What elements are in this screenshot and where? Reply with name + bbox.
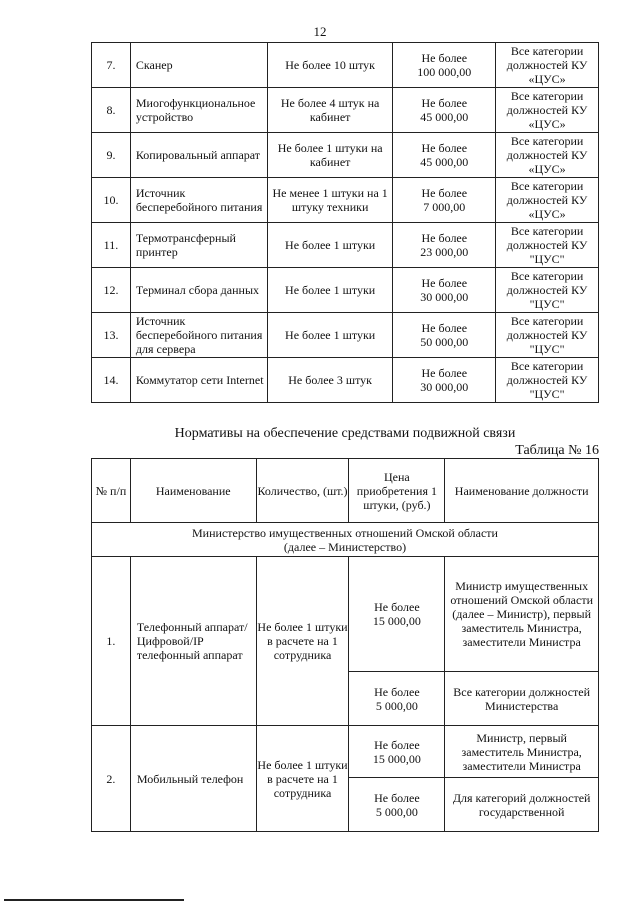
- row-name: Мобильный телефон: [130, 726, 256, 832]
- page-number: 12: [313, 24, 327, 39]
- row-num: 2.: [92, 726, 131, 832]
- header-position: Наименование должности: [445, 459, 599, 523]
- row-name: Источник бесперебойного питания для сервера: [130, 313, 267, 358]
- ministry-abbrev: (далее – Министерство): [283, 539, 407, 554]
- row-num: 1.: [92, 557, 131, 726]
- mobile-communication-table: [91, 458, 599, 832]
- row-name: Источник бесперебойного питания: [130, 178, 267, 223]
- row-category: Все категории должностей КУ «ЦУС»: [496, 178, 599, 223]
- row-name: Термотрансферный принтер: [130, 223, 267, 268]
- equipment-table-body: [92, 43, 599, 403]
- row-price: Не более 50 000,00: [393, 313, 496, 358]
- row-price: Не более 30 000,00: [393, 268, 496, 313]
- row-num: 9.: [92, 133, 131, 178]
- row-name: Миогофункциональное устройство: [130, 88, 267, 133]
- row-num: 10.: [92, 178, 131, 223]
- row-position: Для категорий должностей государственной: [445, 778, 599, 832]
- row-quantity: Не более 1 штуки: [267, 223, 393, 268]
- table-row: [92, 557, 599, 672]
- row-price: Не более 15 000,00: [349, 557, 445, 672]
- header-name: Наименование: [130, 459, 256, 523]
- table-row: [92, 313, 599, 358]
- row-price: Не более 5 000,00: [349, 672, 445, 726]
- row-category: Все категории должностей КУ "ЦУС": [496, 313, 599, 358]
- row-category: Все категории должностей КУ "ЦУС": [496, 268, 599, 313]
- header-quantity: Количество, (шт.): [256, 459, 349, 523]
- row-quantity: Не более 1 штуки: [267, 268, 393, 313]
- row-price: Не более 5 000,00: [349, 778, 445, 832]
- row-name: Копировальный аппарат: [130, 133, 267, 178]
- row-quantity: Не более 1 штуки в расчете на 1 сотрудника: [256, 726, 349, 832]
- row-quantity: Не более 4 штук на кабинет: [267, 88, 393, 133]
- row-price: Не более 45 000,00: [393, 88, 496, 133]
- table-row: [92, 268, 599, 313]
- table-caption: Таблица № 16: [515, 443, 599, 458]
- row-quantity: Не более 1 штуки в расчете на 1 сотрудника: [256, 557, 349, 726]
- row-num: 8.: [92, 88, 131, 133]
- row-category: Все категории должностей КУ «ЦУС»: [496, 43, 599, 88]
- row-price: Не более 30 000,00: [393, 358, 496, 403]
- row-quantity: Не более 1 штуки на кабинет: [267, 133, 393, 178]
- table-header-row: [92, 459, 599, 523]
- ministry-cell: [92, 523, 599, 557]
- equipment-table: [91, 42, 599, 403]
- row-name: Сканер: [130, 43, 267, 88]
- row-name: Коммутатор сети Internet: [130, 358, 267, 403]
- row-price: Не более 45 000,00: [393, 133, 496, 178]
- row-category: Все категории должностей КУ "ЦУС": [496, 223, 599, 268]
- row-position: Все категории должностей Министерства: [445, 672, 599, 726]
- table-row: [92, 88, 599, 133]
- row-num: 13.: [92, 313, 131, 358]
- row-quantity: Не менее 1 штуки на 1 штуку техники: [267, 178, 393, 223]
- footer-rule: [4, 899, 184, 901]
- row-num: 14.: [92, 358, 131, 403]
- table-row: [92, 358, 599, 403]
- row-category: Все категории должностей КУ «ЦУС»: [496, 133, 599, 178]
- row-category: Все категории должностей КУ "ЦУС": [496, 358, 599, 403]
- header-num: № п/п: [92, 459, 131, 523]
- row-category: Все категории должностей КУ «ЦУС»: [496, 88, 599, 133]
- row-price: Не более 100 000,00: [393, 43, 496, 88]
- row-position: Министр имущественных отношений Омской области (далее – Министр), первый заместитель Министра, заместители Министра: [445, 557, 599, 672]
- row-quantity: Не более 3 штук: [267, 358, 393, 403]
- row-num: 11.: [92, 223, 131, 268]
- row-name: Телефонный аппарат/Цифровой/IP телефонный аппарат: [130, 557, 256, 726]
- row-quantity: Не более 1 штуки: [267, 313, 393, 358]
- table-row: [92, 178, 599, 223]
- row-num: 12.: [92, 268, 131, 313]
- row-name: Терминал сбора данных: [130, 268, 267, 313]
- table-row: [92, 726, 599, 778]
- row-num: 7.: [92, 43, 131, 88]
- row-price: Не более 15 000,00: [349, 726, 445, 778]
- ministry-name: Министерство имущественных отношений Омской области: [192, 525, 498, 540]
- row-price: Не более 7 000,00: [393, 178, 496, 223]
- header-price: Цена приобретения 1 штуки, (руб.): [349, 459, 445, 523]
- table-row: [92, 133, 599, 178]
- row-quantity: Не более 10 штук: [267, 43, 393, 88]
- ministry-row: [92, 523, 599, 557]
- section-title: Нормативы на обеспечение средствами подвижной связи: [174, 426, 516, 441]
- table-row: [92, 223, 599, 268]
- table-row: [92, 43, 599, 88]
- row-position: Министр, первый заместитель Министра, заместители Министра: [445, 726, 599, 778]
- row-price: Не более 23 000,00: [393, 223, 496, 268]
